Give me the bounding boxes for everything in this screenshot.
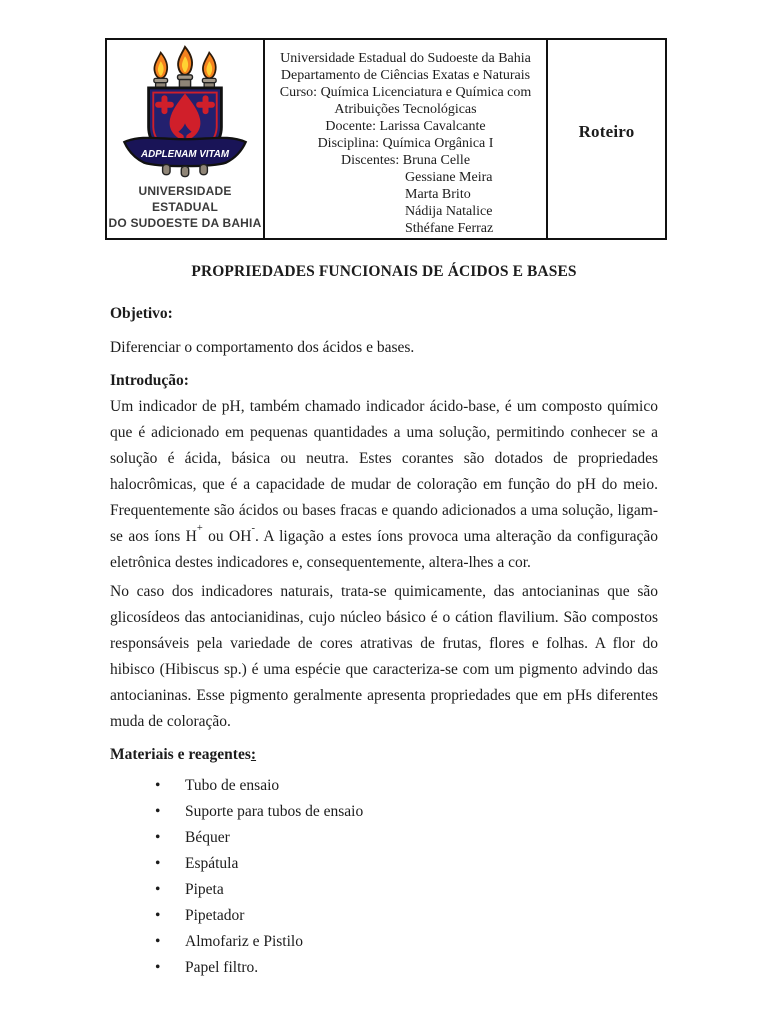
caption-line-2: DO SUDOESTE DA BAHIA: [108, 216, 262, 230]
discentes-names: [265, 169, 546, 237]
info-line: Curso: Química Licenciatura e Química com: [279, 85, 532, 100]
university-name-caption: [107, 183, 263, 231]
introducao-heading: Introdução:: [110, 372, 189, 389]
info-line: Discentes: Bruna Celle: [340, 153, 471, 168]
materiais-heading-colon: :: [250, 746, 257, 763]
header-cell-info: [265, 40, 548, 238]
material-item: • Almofariz e Pistilo: [155, 929, 658, 955]
superscript-minus: -: [251, 522, 255, 534]
material-item: • Suporte para tubos de ensaio: [155, 799, 658, 825]
document-body: [110, 256, 658, 981]
material-item: • Tubo de ensaio: [155, 773, 658, 799]
materials-list: [110, 773, 658, 981]
p1-text-a: Um indicador de pH, também chamado indicador ácido-base, é um composto químico que é adicionado em pequenas quantidades a uma solução, permitindo conhecer se a solução é ácida, básica ou neutra. Estes corantes são dotados de propriedades halocrômicas, que é a capacidade de mudar de coloração em função do pH do meio. Frequentemente são ácidos ou bases fracas e quando adicionados a uma solução, ligam-se aos íons H: [110, 398, 658, 545]
university-crest-logo: [115, 45, 255, 185]
institution-info-lines: [265, 50, 546, 169]
superscript-plus: +: [196, 522, 203, 534]
discente-name: Nádija Natalice: [405, 204, 493, 219]
p1-text-c: . A ligação a estes íons provoca uma alteração da configuração eletrônica destes indicadores e, consequentemente, altera-lhes a cor.: [110, 528, 659, 571]
material-item: • Pipeta: [155, 877, 658, 903]
header-table: [105, 38, 667, 240]
discente-name: Marta Brito: [405, 187, 471, 202]
material-item: • Papel filtro.: [155, 955, 658, 981]
info-line: Docente: Larissa Cavalcante: [325, 119, 486, 134]
materiais-heading: [110, 745, 658, 765]
info-line: Disciplina: Química Orgânica I: [317, 136, 494, 151]
document-title: PROPRIEDADES FUNCIONAIS DE ÁCIDOS E BASES: [191, 263, 577, 280]
info-line: Departamento de Ciências Exatas e Naturais: [280, 68, 531, 83]
p1-text-b: ou OH: [202, 528, 252, 545]
intro-paragraph-2: No caso dos indicadores naturais, trata-se quimicamente, das antocianinas que são glicosídeos das antocianidinas, cujo núcleo básico é o cátion flavilium. São compostos responsáveis pela variedade de cores atrativas de frutas, flores e folhas. A flor do hibisco (Hibiscus sp.) é uma espécie que caracteriza-se com um pigmento advindo das antocianinas. Esse pigmento geralmente apresenta propriedades que em pHs diferentes muda de coloração.: [110, 583, 658, 730]
intro-paragraph-1: [110, 394, 658, 576]
discente-name: Sthéfane Ferraz: [405, 221, 494, 236]
info-line: Atribuições Tecnológicas: [334, 102, 477, 117]
objetivo-text: Diferenciar o comportamento dos ácidos e bases.: [110, 339, 415, 356]
info-line: Universidade Estadual do Sudoeste da Bahia: [280, 51, 531, 66]
objetivo-heading: Objetivo:: [110, 305, 173, 322]
discente-name: Gessiane Meira: [405, 170, 493, 185]
header-cell-logo: [107, 40, 265, 238]
header-cell-doctype: [548, 40, 665, 238]
material-item: • Béquer: [155, 825, 658, 851]
doc-type-label: Roteiro: [578, 122, 635, 141]
logo-motto: ADPLENAM VITAM: [141, 149, 229, 160]
caption-line-1: UNIVERSIDADE ESTADUAL: [138, 184, 232, 214]
materiais-heading-text: Materiais e reagentes: [110, 746, 251, 763]
material-item: • Espátula: [155, 851, 658, 877]
material-item: • Pipetador: [155, 903, 658, 929]
